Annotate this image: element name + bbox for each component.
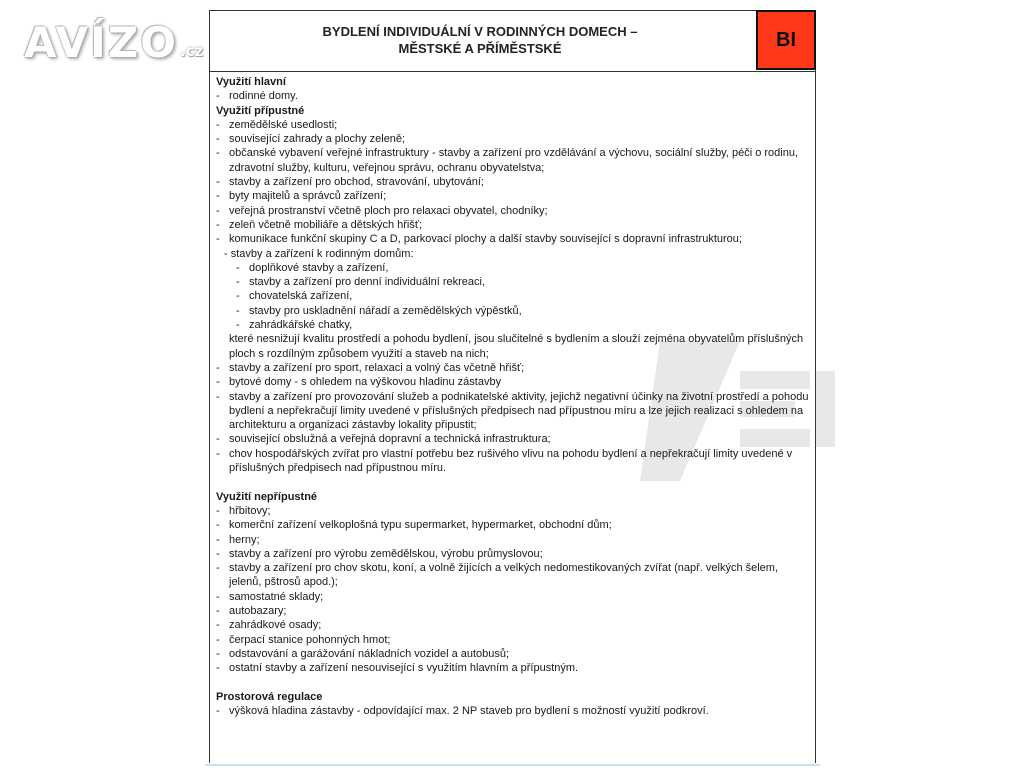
document-title: BYDLENÍ INDIVIDUÁLNÍ V RODINNÝCH DOMECH – MĚSTSKÉ A PŘÍMĚSTSKÉ bbox=[322, 24, 638, 56]
list-item-text: zahrádkářské chatky, bbox=[249, 319, 353, 332]
bullet-dash: - bbox=[216, 705, 220, 718]
list-item bbox=[216, 204, 810, 218]
list-item bbox=[216, 232, 810, 246]
list-item bbox=[216, 547, 810, 561]
list-item bbox=[216, 361, 810, 375]
zone-code-badge: BI bbox=[756, 10, 816, 70]
list-item bbox=[216, 704, 810, 718]
document-header bbox=[210, 11, 815, 72]
section-heading-permitted-use: Využití přípustné bbox=[216, 104, 305, 117]
list-item bbox=[216, 533, 810, 547]
section-heading-spatial-regulation: Prostorová regulace bbox=[216, 690, 323, 703]
list-item-text: doplňkové stavby a zařízení, bbox=[249, 261, 389, 274]
sub-list-item bbox=[216, 318, 810, 332]
list-item-text: chovatelská zařízení, bbox=[249, 290, 353, 303]
document-body bbox=[216, 75, 810, 718]
list-item bbox=[216, 375, 810, 389]
bullet-dash: - bbox=[216, 604, 220, 617]
bullet-dash: - bbox=[216, 447, 220, 460]
list-item-text: rodinné domy. bbox=[229, 90, 298, 103]
list-item-text: stavby a zařízení pro výrobu zemědělskou, výrobu průmyslovou; bbox=[229, 547, 543, 560]
bullet-dash: - bbox=[216, 433, 220, 446]
bullet-dash: - bbox=[236, 290, 240, 303]
sub-list-item bbox=[216, 275, 810, 289]
list-item bbox=[216, 132, 810, 146]
list-item bbox=[216, 175, 810, 189]
sub-list-item bbox=[216, 304, 810, 318]
list-item bbox=[216, 432, 810, 446]
bullet-dash: - bbox=[216, 376, 220, 389]
list-item bbox=[216, 661, 810, 675]
list-item-text: stavby pro uskladnění nářadí a zemědělských výpěstků, bbox=[249, 304, 522, 317]
list-item-text: komerční zařízení velkoplošná typu supermarket, hypermarket, obchodní dům; bbox=[229, 519, 612, 532]
list-item bbox=[216, 390, 810, 433]
list-item bbox=[216, 504, 810, 518]
bullet-dash: - bbox=[216, 519, 220, 532]
list-item bbox=[216, 146, 810, 175]
permitted-condition-text: které nesnižují kvalitu prostředí a pohodu bydlení, jsou slučitelné s bydlením a slouží zejména obyvatelům příslušných ploch s rozdílným způsobem využití a staveb na nich; bbox=[229, 333, 804, 360]
list-item-text: herny; bbox=[229, 533, 260, 546]
list-item-text: stavby a zařízení pro obchod, stravování, ubytování; bbox=[229, 176, 484, 189]
list-item-text: související zahrady a plochy zeleně; bbox=[229, 133, 406, 146]
list-item-text: chov hospodářských zvířat pro vlastní potřebu bez rušivého vlivu na pohodu bydlení a nepřekračují limity uvedené v příslušných předpisech nad přípustnou míru. bbox=[229, 447, 793, 475]
site-logo[interactable] bbox=[24, 18, 204, 67]
list-item-text: čerpací stanice pohonných hmot; bbox=[229, 633, 391, 646]
bullet-dash: - bbox=[236, 319, 240, 332]
logo-text: AVÍZO bbox=[24, 18, 178, 67]
list-item-text: stavby a zařízení pro denní individuální rekreaci, bbox=[249, 276, 486, 289]
sub-list-item bbox=[216, 289, 810, 303]
bullet-dash: - bbox=[216, 504, 220, 517]
page-bottom-divider bbox=[205, 764, 820, 766]
bullet-dash: - bbox=[216, 547, 220, 560]
bullet-dash: - bbox=[216, 233, 220, 246]
bullet-dash: - bbox=[216, 190, 220, 203]
list-item-text: stavby a zařízení pro provozování služeb a podnikatelské aktivity, jejichž negativní účinky na životní prostředí a pohodu bydlení a nepřekračují limity uvedené v příslušných předpisech nad přípustnou míru a lze jejich realizaci s ohledem na architekturu a organizaci zástavby lokality připustit; bbox=[229, 390, 809, 432]
bullet-dash: - bbox=[216, 533, 220, 546]
list-item-text: autobazary; bbox=[229, 604, 287, 617]
list-item bbox=[216, 518, 810, 532]
list-item-text: odstavování a garážování nákladních vozidel a autobusů; bbox=[229, 647, 510, 660]
bullet-dash: - bbox=[236, 276, 240, 289]
list-item bbox=[216, 89, 810, 103]
bullet-dash: - bbox=[216, 361, 220, 374]
list-item-text: stavby a zařízení pro chov skotu, koní, a volně žijících a velkých nedomestikovaných zvířat (např. velkých šelem, jelenů, pštrosů apod.); bbox=[229, 562, 779, 589]
zoning-document bbox=[209, 10, 816, 763]
bullet-dash: - bbox=[216, 647, 220, 660]
list-item bbox=[216, 633, 810, 647]
bullet-dash: - bbox=[216, 204, 220, 217]
list-item-text: občanské vybavení veřejné infrastruktury - stavby a zařízení pro vzdělávání a výchovu, sociální služby, péči o rodinu, zdravotní služby, kulturu, veřejnou správu, ochranu obyvatelstva; bbox=[229, 147, 799, 174]
bullet-dash: - bbox=[216, 562, 220, 575]
list-item bbox=[216, 590, 810, 604]
bullet-dash: - bbox=[216, 218, 220, 231]
bullet-dash: - bbox=[216, 176, 220, 189]
list-item-text: hřbitovy; bbox=[229, 504, 271, 517]
bullet-dash: - bbox=[216, 133, 220, 146]
list-item-text: ostatní stavby a zařízení nesouvisející s využitím hlavním a přípustným. bbox=[229, 662, 579, 675]
list-item bbox=[216, 561, 810, 590]
bullet-dash: - bbox=[216, 390, 220, 403]
bullet-dash: - bbox=[216, 118, 220, 131]
bullet-dash: - bbox=[216, 633, 220, 646]
list-item-text: zahrádkové osady; bbox=[229, 619, 322, 632]
list-item-text: samostatné sklady; bbox=[229, 590, 324, 603]
logo-domain: .cz bbox=[179, 42, 204, 60]
list-item-text: bytové domy - s ohledem na výškovou hladinu zástavby bbox=[229, 376, 502, 389]
bullet-dash: - bbox=[236, 304, 240, 317]
bullet-dash: - bbox=[216, 590, 220, 603]
list-item-text: související obslužná a veřejná dopravní a technická infrastruktura; bbox=[229, 433, 551, 446]
list-item-text: zeleň včetně mobiliáře a dětských hřišť; bbox=[229, 218, 423, 231]
list-item bbox=[216, 218, 810, 232]
list-item-text: zemědělské usedlosti; bbox=[229, 118, 338, 131]
sub-list-heading: - stavby a zařízení k rodinným domům: bbox=[224, 247, 414, 260]
section-heading-main-use: Využití hlavní bbox=[216, 76, 286, 88]
list-item bbox=[216, 189, 810, 203]
bullet-dash: - bbox=[216, 147, 220, 160]
list-item bbox=[216, 604, 810, 618]
list-item bbox=[216, 447, 810, 476]
list-item-text: výšková hladina zástavby - odpovídající max. 2 NP staveb pro bydlení s možností využití podkroví. bbox=[229, 705, 709, 718]
list-item-text: byty majitelů a správců zařízení; bbox=[229, 190, 387, 203]
list-item bbox=[216, 118, 810, 132]
section-heading-prohibited-use: Využití nepřípustné bbox=[216, 490, 318, 503]
list-item bbox=[216, 618, 810, 632]
list-item bbox=[216, 647, 810, 661]
list-item-text: veřejná prostranství včetně ploch pro relaxaci obyvatel, chodníky; bbox=[229, 204, 548, 217]
bullet-dash: - bbox=[216, 619, 220, 632]
bullet-dash: - bbox=[216, 662, 220, 675]
list-item-text: komunikace funkční skupiny C a D, parkovací plochy a další stavby související s dopravní infrastrukturou; bbox=[229, 233, 742, 246]
bullet-dash: - bbox=[236, 261, 240, 274]
list-item-text: stavby a zařízení pro sport, relaxaci a volný čas včetně hřišť; bbox=[229, 361, 525, 374]
bullet-dash: - bbox=[216, 90, 220, 103]
sub-list-item bbox=[216, 261, 810, 275]
